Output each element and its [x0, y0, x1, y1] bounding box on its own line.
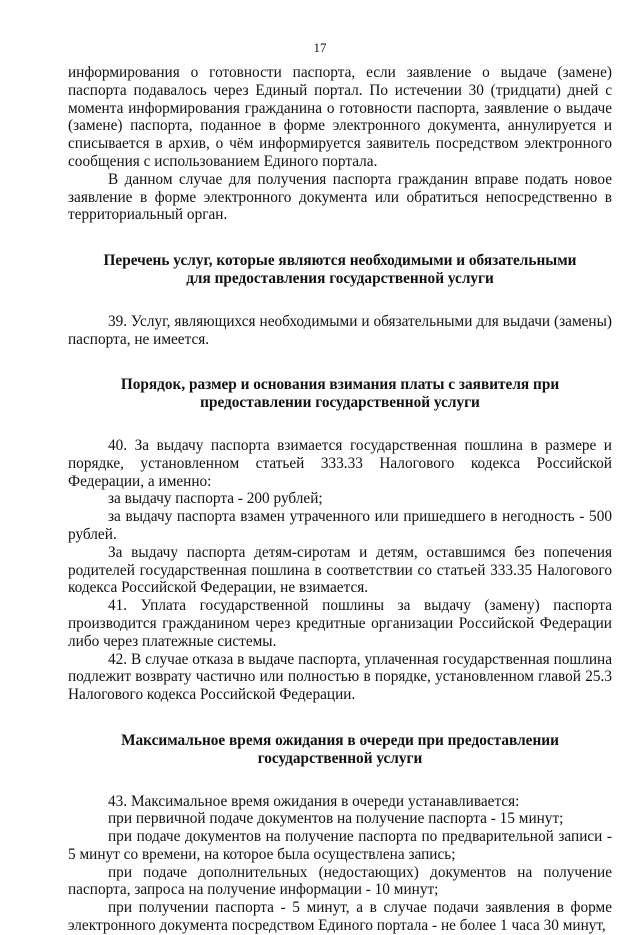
section-heading-services-line1: Перечень услуг, которые являются необходимыми и обязательными [103, 252, 577, 270]
paragraph-43-primary: при первичной подаче документов на получение паспорта - 15 минут; [108, 810, 564, 828]
document-body [68, 64, 612, 935]
paragraph-43-additional: при подаче дополнительных (недостающих) документов на получение паспорта, запроса на получение информации - 10 минут; [68, 863, 612, 899]
paragraph-43: 43. Максимальное время ожидания в очереди устанавливается: [108, 792, 520, 810]
page-number: 17 [313, 40, 327, 55]
section-heading-fees-line1: Порядок, размер и основания взимания платы с заявителя при [120, 376, 560, 394]
paragraph-39: 39. Услуг, являющихся необходимыми и обязательными для выдачи (замены) паспорта, не имеется. [68, 312, 612, 348]
paragraph-43-pickup: при получении паспорта - 5 минут, а в случае подачи заявления в форме электронного документа посредством Единого портала - не более 1 часа 30 минут, [68, 899, 612, 935]
section-heading-fees-line2: предоставлении государственной услуги [200, 394, 480, 412]
paragraph-40-fee-replacement: за выдачу паспорта взамен утраченного или пришедшего в негодность - 500 рублей. [68, 508, 612, 543]
paragraph-43-appointment: при подаче документов на получение паспорта по предварительной записи - 5 минут со времени, на которое была осуществлена запись; [68, 828, 612, 863]
paragraph-40-fee-standard: за выдачу паспорта - 200 рублей; [108, 490, 323, 508]
section-heading-queue-line1: Максимальное время ожидания в очереди при предоставлении [121, 731, 559, 749]
paragraph-40: 40. За выдачу паспорта взимается государственная пошлина в размере и порядке, установленном статьей 333.33 Налогового кодекса Российской Федерации, а именно: [68, 436, 612, 490]
paragraph-continuation: информирования о готовности паспорта, если заявление о выдаче (замене) паспорта подавалось через Единый портал. По истечении 30 (тридцати) дней с момента информирования гражданина о готовности паспорта, заявление о выдаче (замене) паспорта, поданное в форме электронного документа, аннулируется и списывается в архив, о чём информируется заявитель посредством электронного сообщения с использованием Единого портала. [68, 64, 612, 170]
paragraph-new-application: В данном случае для получения паспорта гражданин вправе подать новое заявление в форме электронного документа или обратиться непосредственно в территориальный орган. [68, 170, 612, 224]
section-heading-queue-line2: государственной услуги [257, 749, 423, 767]
section-heading-services-line2: для предоставления государственной услуги [186, 269, 494, 287]
paragraph-40-exemption: За выдачу паспорта детям-сиротам и детям, оставшимся без попечения родителей государственная пошлина в соответствии со статьей 333.35 Налогового кодекса Российской Федерации, не взимается. [68, 543, 612, 597]
paragraph-42: 42. В случае отказа в выдаче паспорта, уплаченная государственная пошлина подлежит возврату частично или полностью в порядке, установленном главой 25.3 Налогового кодекса Российской Федерации. [68, 650, 612, 704]
paragraph-41: 41. Уплата государственной пошлины за выдачу (замену) паспорта производится гражданином через кредитные организации Российской Федерации либо через платежные системы. [68, 597, 612, 650]
